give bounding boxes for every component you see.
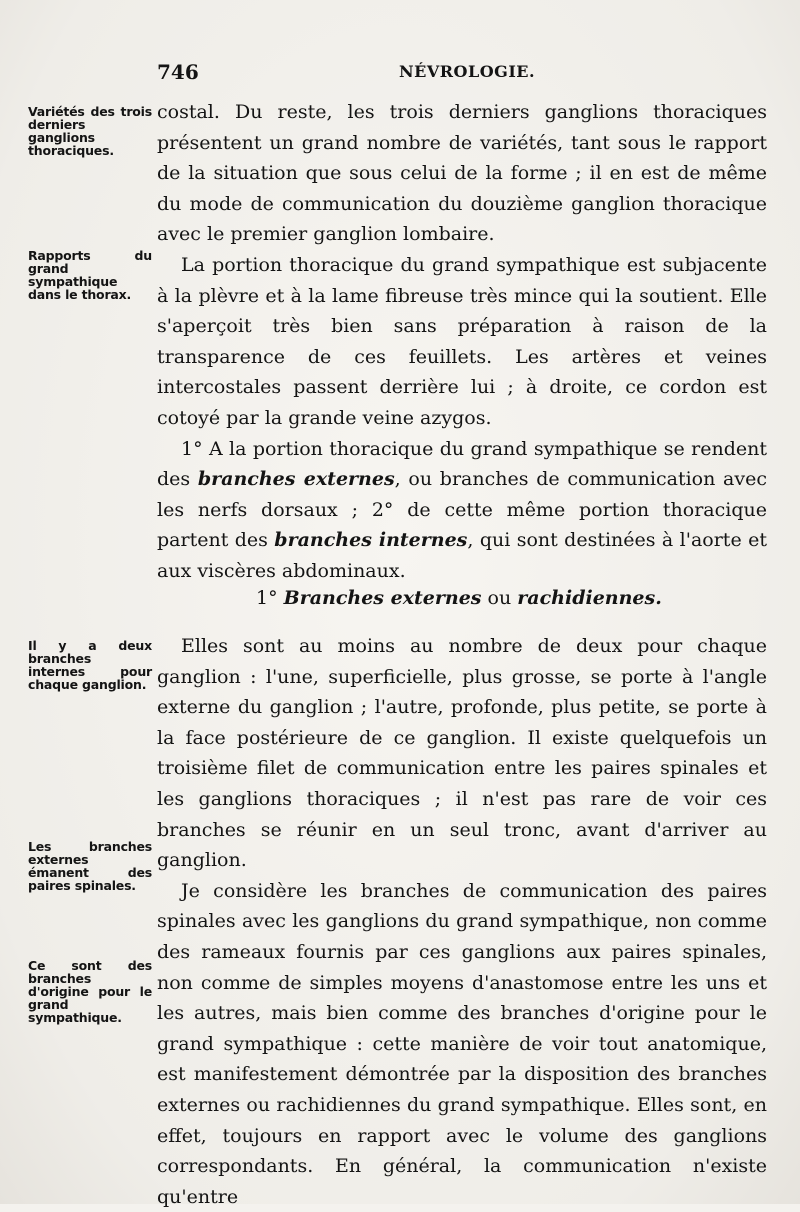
heading-branches-externes: Branches externes (283, 587, 482, 609)
heading-rachidiennes: rachidiennes. (517, 587, 662, 609)
body-block-1 (157, 97, 767, 587)
paragraph-branches-intro-c: , qui sont destinées à l'aorte et aux viscères abdominaux. (157, 529, 767, 582)
section-heading (256, 587, 716, 609)
term-branches-internes: branches internes (274, 529, 468, 552)
margin-note-rapports: Rapports du grand sympathique dans le thorax. (28, 248, 152, 302)
page-header (157, 58, 767, 88)
margin-note-branches-externes: Les branches externes émanent des paires spinales. (28, 839, 152, 893)
paragraph-varietes: costal. Du reste, les trois derniers ganglions thoraciques présentent un grand nombre de variétés, tant sous le rapport de la situation que sous celui de la forme ; il en est de même du mode de communication du douzième ganglion thoracique avec le premier ganglion lombaire. (157, 101, 767, 246)
paragraph-nombre: Elles sont au moins au nombre de deux pour chaque ganglion : l'une, superficielle, plus grosse, se porte à l'angle externe du ganglion ; l'autre, profonde, plus petite, se porte à la face postérieure de ce ganglion. Il existe quelquefois un troisième filet de communication entre les paires spinales et les ganglions thoraciques ; il n'est pas rare de voir ces branches se réunir en un seul tronc, avant d'arriver au ganglion. (157, 635, 767, 872)
margin-note-branches-origine: Ce sont des branches d'origine pour le grand sympathique. (28, 958, 152, 1025)
page-number: 746 (157, 60, 199, 84)
margin-note-branches-internes: Il y a deux branches internes pour chaque ganglion. (28, 638, 152, 692)
paragraph-considere: Je considère les branches de communication des paires spinales avec les ganglions du grand sympathique, non comme des rameaux fournis par ces ganglions aux paires spinales, non comme de simples moyens d'anastomose entre les uns et les autres, mais bien comme des branches d'origine pour le grand sympathique : cette manière de voir tout anatomique, est manifestement démontrée par la disposition des branches externes ou rachidiennes du grand sympathique. Elles sont, en effet, toujours en rapport avec le volume des ganglions correspondants. En général, la communication n'existe qu'entre (157, 879, 767, 1208)
running-title: NÉVROLOGIE. (399, 62, 536, 81)
term-branches-externes: branches externes (197, 468, 395, 491)
heading-ou: ou (481, 587, 518, 609)
body-block-2 (157, 631, 767, 1212)
paragraph-branches-intro-b: , ou branches de communication avec les nerfs dorsaux ; 2° de cette même portion thoracique partent des (157, 468, 768, 552)
paragraph-branches-intro (157, 434, 767, 587)
heading-number: 1° (256, 587, 284, 609)
margin-note-varietes: Variétés des trois derniers ganglions thoraciques. (28, 104, 152, 158)
paragraph-rapports: La portion thoracique du grand sympathique est subjacente à la plèvre et à la lame fibreuse très mince qui la soutient. Elle s'aperçoit très bien sans préparation à raison de la transparence de ces feuillets. Les artères et veines intercostales passent derrière lui ; à droite, ce cordon est cotoyé par la grande veine azygos. (157, 253, 767, 429)
paragraph-branches-intro-a: 1° A la portion thoracique du grand sympathique se rendent des (157, 437, 767, 491)
